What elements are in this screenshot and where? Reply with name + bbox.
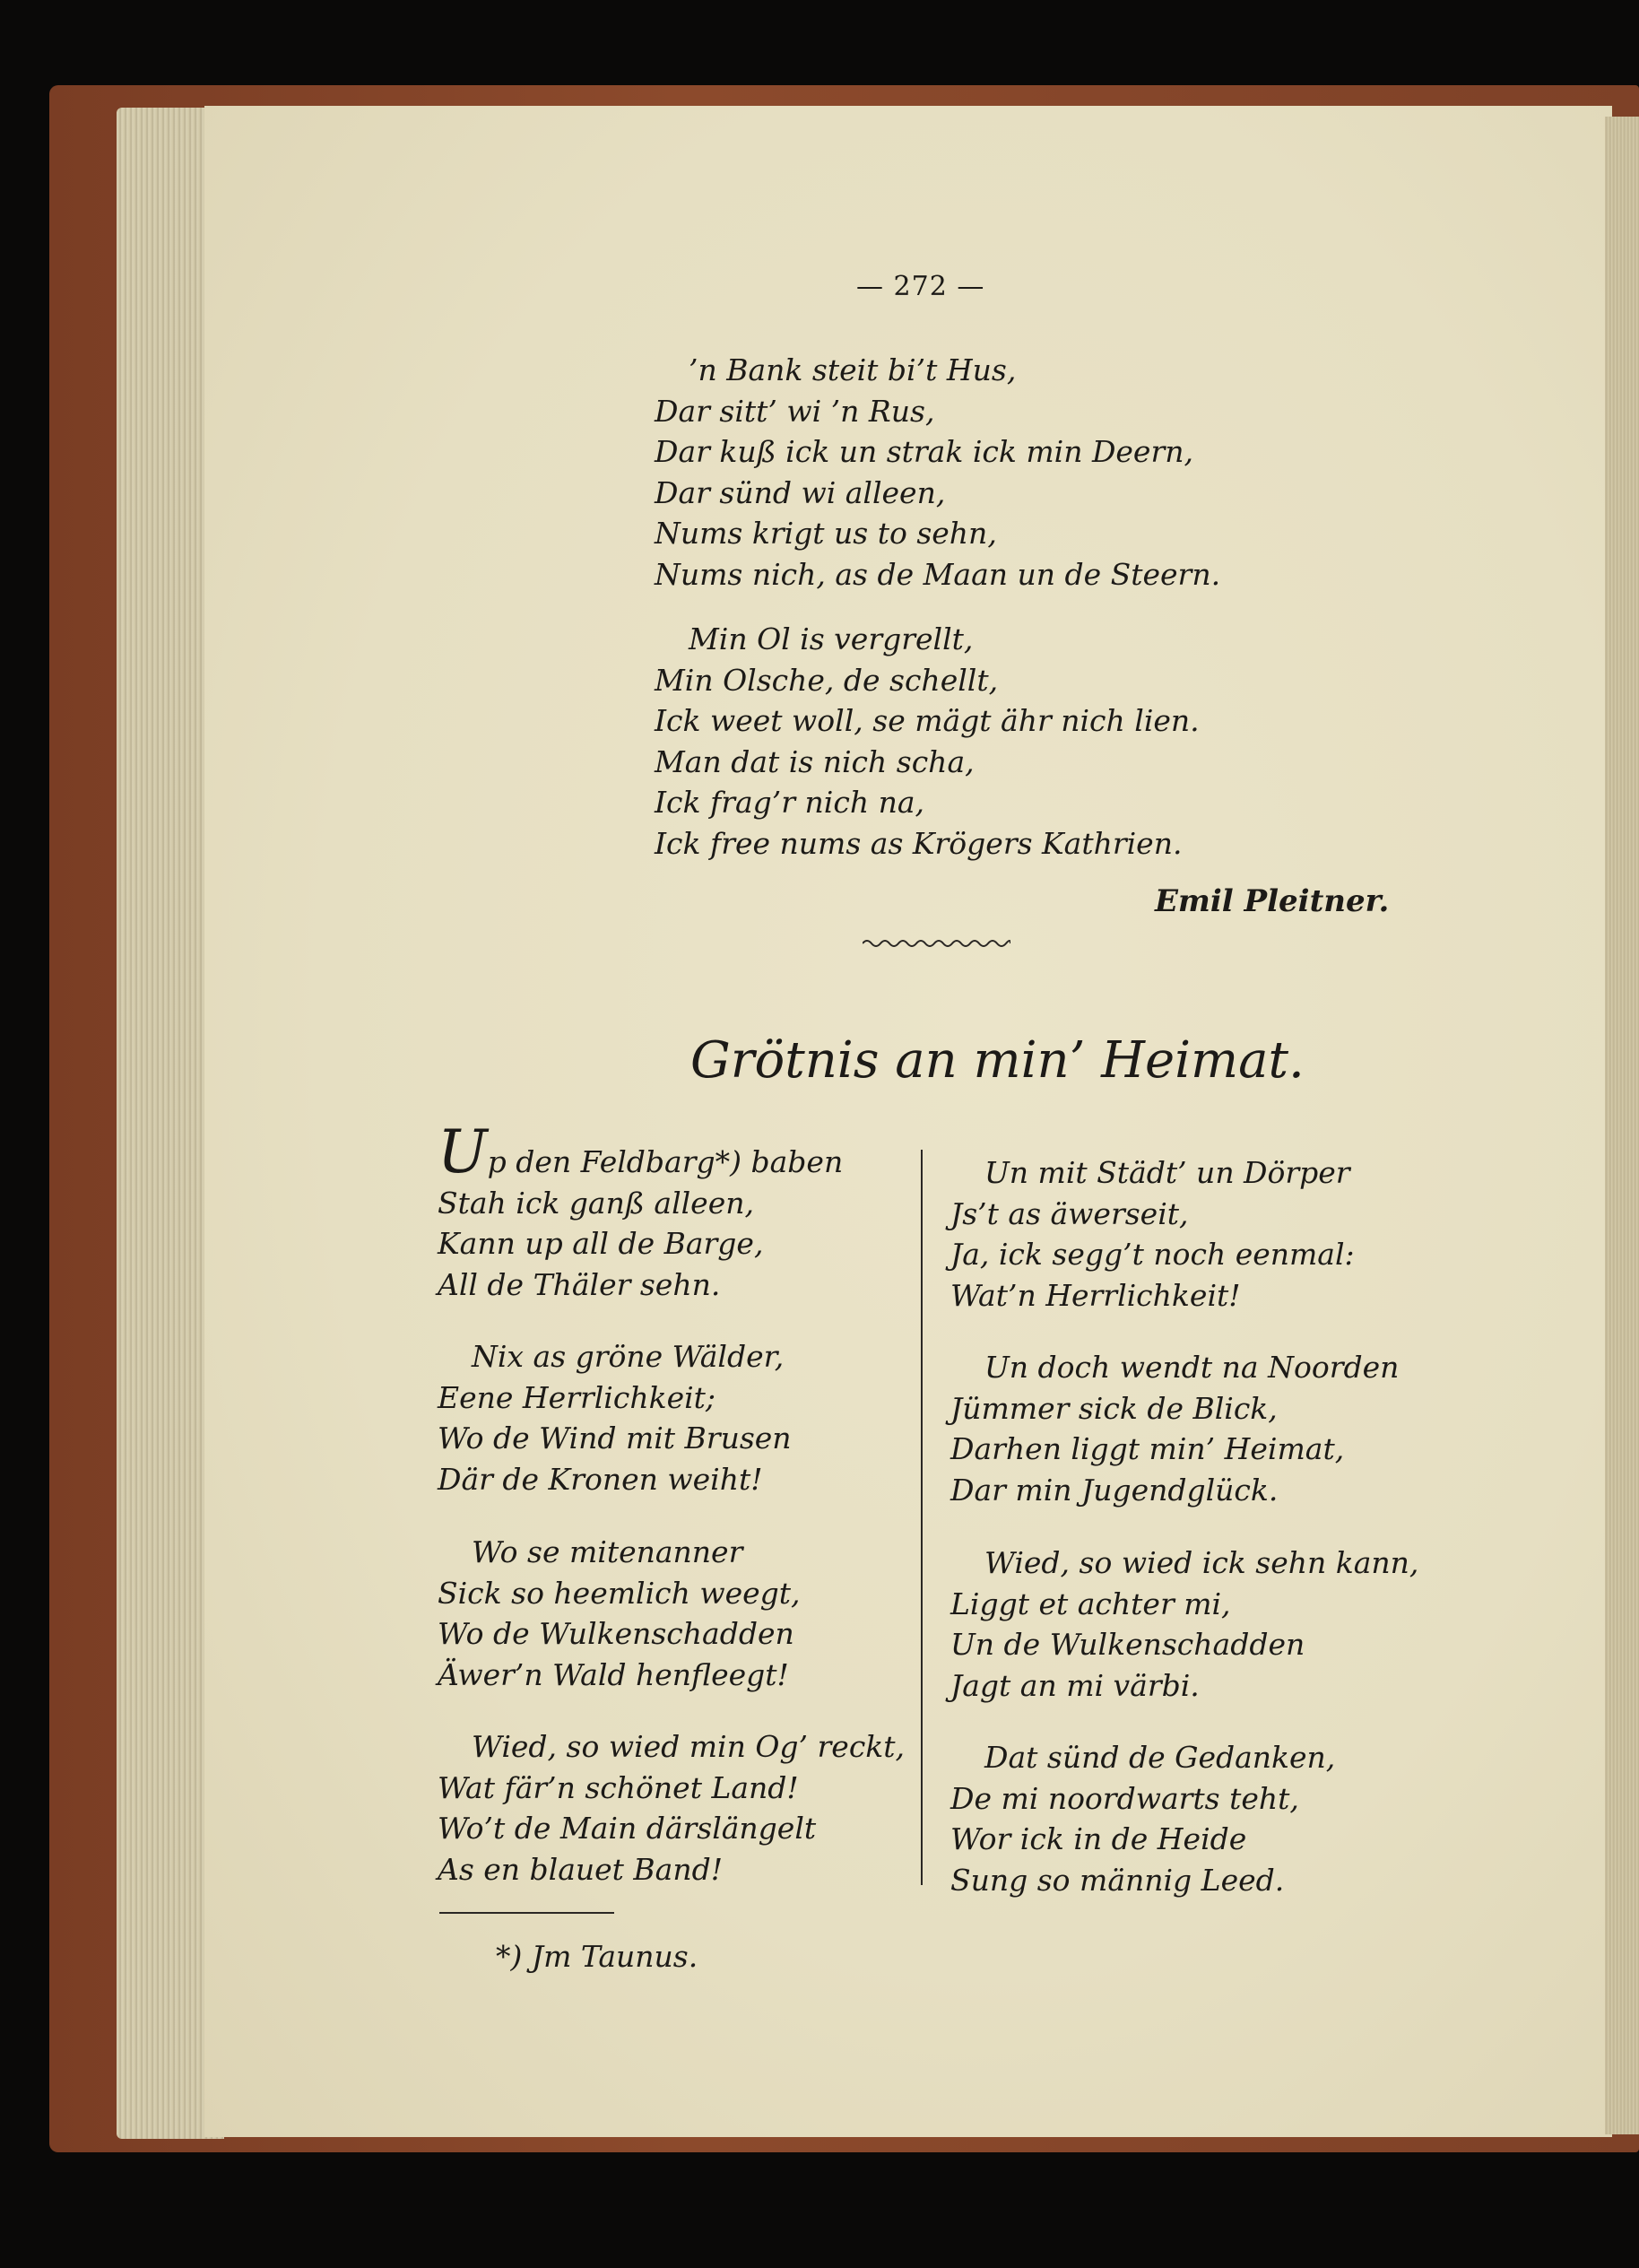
verse-line: Ja, ick segg’t noch eenmal: (950, 1237, 1355, 1272)
verse-line: Sick so heemlich weegt, (438, 1575, 801, 1611)
verse-line: Ick frag’r nich na, (655, 785, 924, 820)
verse-line: Wo de Wulkenschadden (438, 1616, 794, 1651)
verse-line: Dar min Jugendglück. (950, 1472, 1279, 1508)
verse-line: Nums krigt us to sehn, (655, 516, 997, 551)
verse-line: Min Ol is vergrellt, (689, 621, 974, 656)
page-number: — 272 — (856, 271, 985, 302)
verse-line: All de Thäler sehn. (438, 1266, 721, 1302)
verse-line: Wied, so wied ick sehn kann, (984, 1545, 1419, 1580)
verse-line: Nums nich, as de Maan un de Steern. (655, 556, 1221, 592)
footnote: *) Jm Taunus. (496, 1939, 698, 1974)
verse-line: As en blauet Band! (438, 1851, 723, 1887)
verse-line: Js’t as äwerseit, (950, 1195, 1189, 1231)
poem2-right-stanza-1 (950, 1152, 1355, 1316)
verse-line: Dar sitt’ wi ’n Rus, (655, 393, 935, 429)
verse-line: Liggt et achter mi, (950, 1586, 1231, 1621)
verse-line: Kann up all de Barge, (438, 1226, 764, 1261)
poem2-right-stanza-2 (950, 1347, 1399, 1510)
poem2-left-stanza-3 (438, 1532, 801, 1695)
page-edges-right (1605, 117, 1639, 2134)
poem2-right-stanza-3 (950, 1542, 1418, 1706)
verse-line: Ick free nums as Krögers Kathrien. (655, 825, 1183, 861)
poem2-left-stanza-4 (438, 1726, 905, 1890)
verse-line: Där de Kronen weiht! (438, 1461, 763, 1497)
verse-line: Äwer’n Wald henfleegt! (438, 1656, 789, 1692)
verse-line: Wo de Wind mit Brusen (438, 1421, 792, 1456)
verse-line: Dar sünd wi alleen, (655, 474, 946, 510)
verse-line: Jagt an mi värbi. (950, 1667, 1200, 1703)
verse-line: Stah ick ganß alleen, (438, 1185, 754, 1221)
verse-line: Wied, so wied min Og’ reckt, (472, 1729, 906, 1764)
verse-line: Jümmer sick de Blick, (950, 1390, 1278, 1426)
poem2-left-stanza-1 (438, 1117, 844, 1305)
poem2-title: Grötnis an min’ Heimat. (690, 1031, 1305, 1090)
footnote-rule (439, 1912, 614, 1914)
verse-line: Dar kuß ick un strak ick min Deern, (655, 434, 1193, 469)
verse-line: De mi noordwarts teht, (950, 1780, 1299, 1816)
verse-line: Nix as gröne Wälder, (472, 1339, 785, 1374)
poem1-author: Emil Pleitner. (1155, 883, 1390, 919)
verse-line: Dat sünd de Gedanken, (984, 1740, 1336, 1775)
verse-line: Wat’n Herrlichkeit! (950, 1277, 1241, 1313)
verse-line-first (438, 1117, 844, 1186)
verse-line-rest: p den Feldbarg*) baben (487, 1144, 844, 1179)
verse-line: Darhen liggt min’ Heimat, (950, 1431, 1345, 1466)
wavy-separator (863, 937, 1010, 950)
verse-line: Min Olsche, de schellt, (655, 662, 999, 698)
poem1-stanza-b (655, 619, 1200, 864)
verse-line: Wat fär’n schönet Land! (438, 1769, 799, 1805)
verse-line: Eene Herrlichkeit; (438, 1379, 716, 1415)
verse-line: Wo’t de Main därslängelt (438, 1811, 817, 1846)
verse-line: ’n Bank steit bi’t Hus, (689, 352, 1017, 387)
poem2-left-stanza-2 (438, 1336, 792, 1499)
verse-line: Sung so männig Leed. (950, 1862, 1285, 1898)
poem1-stanza-a (655, 350, 1220, 595)
verse-line: Un doch wendt na Noorden (984, 1350, 1400, 1385)
poem2-right-stanza-4 (950, 1737, 1335, 1900)
verse-line: Wo se mitenanner (472, 1534, 743, 1569)
verse-line: Un de Wulkenschadden (950, 1627, 1305, 1662)
drop-cap: U (438, 1117, 488, 1186)
column-divider (921, 1150, 923, 1885)
verse-line: Ick weet woll, se mägt ähr nich lien. (655, 703, 1200, 738)
verse-line: Un mit Städt’ un Dörper (984, 1155, 1350, 1190)
verse-line: Wor ick in de Heide (950, 1821, 1247, 1856)
verse-line: Man dat is nich scha, (655, 743, 975, 779)
